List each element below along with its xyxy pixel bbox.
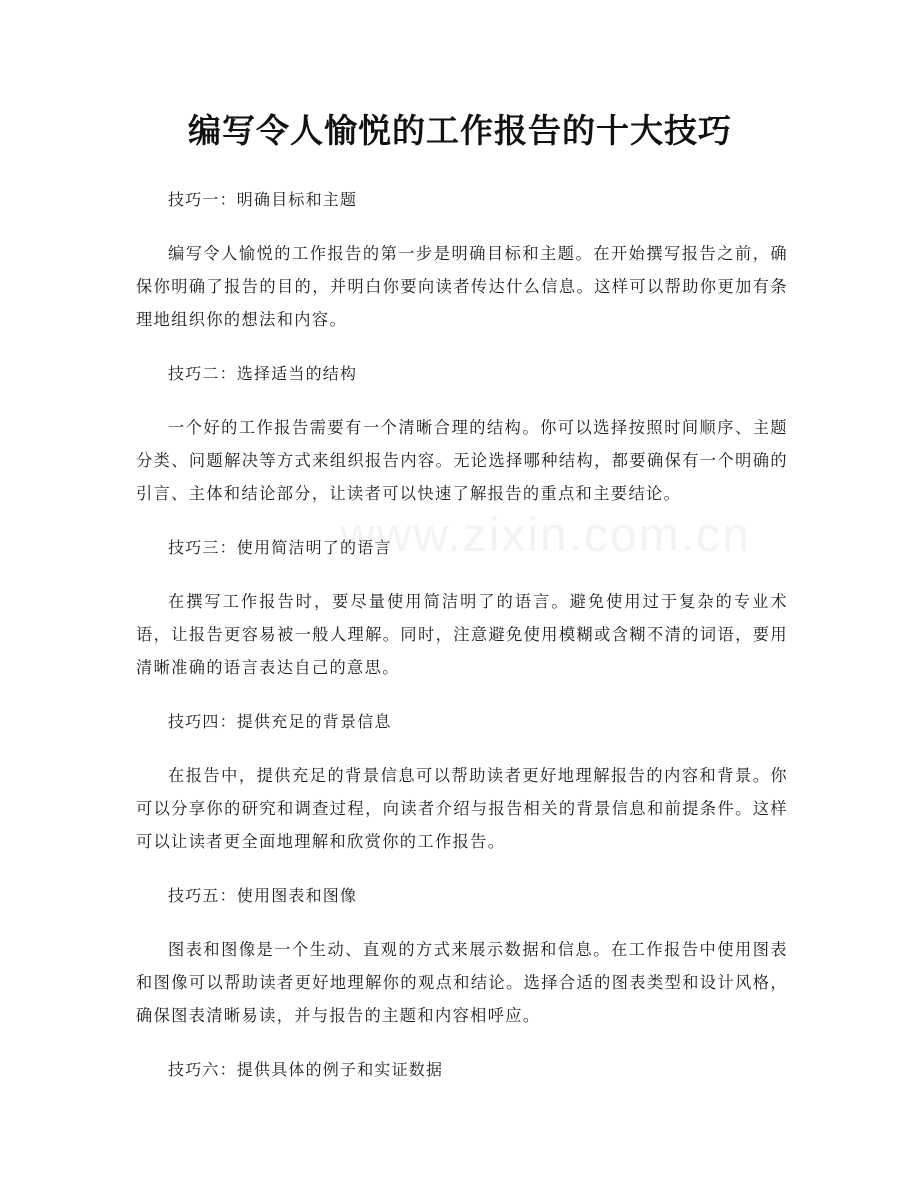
section-heading-4: 技巧四：提供充足的背景信息 [168, 712, 392, 731]
section-heading-1: 技巧一：明确目标和主题 [168, 190, 358, 209]
section-paragraph-4: 在报告中，提供充足的背景信息可以帮助读者更好地理解报告的内容和背景。你可以分享你的研究和调查过程，向读者介绍与报告相关的背景信息和前提条件。这样可以让读者更全面地理解和欣赏你的工作报告。 [136, 766, 788, 851]
document-title: 编写令人愉悦的工作报告的十大技巧 [188, 111, 732, 150]
section-heading-6: 技巧六：提供具体的例子和实证数据 [168, 1060, 444, 1079]
section-paragraph-3: 在撰写工作报告时，要尽量使用简洁明了的语言。避免使用过于复杂的专业术语，让报告更容易被一般人理解。同时，注意避免使用模糊或含糊不清的词语，要用清晰准确的语言表达自己的意思。 [136, 592, 788, 677]
watermark: www.zixin.com.cn [340, 509, 751, 562]
section-paragraph-5: 图表和图像是一个生动、直观的方式来展示数据和信息。在工作报告中使用图表和图像可以帮助读者更好地理解你的观点和结论。选择合适的图表类型和设计风格，确保图表清晰易读，并与报告的主题和内容相呼应。 [136, 940, 788, 1025]
section-heading-2: 技巧二：选择适当的结构 [168, 364, 358, 383]
section-heading-3: 技巧三：使用简洁明了的语言 [168, 538, 392, 557]
document-body [136, 183, 788, 1086]
section-paragraph-1: 编写令人愉悦的工作报告的第一步是明确目标和主题。在开始撰写报告之前，确保你明确了报告的目的，并明白你要向读者传达什么信息。这样可以帮助你更加有条理地组织你的想法和内容。 [136, 244, 788, 329]
section-paragraph-2: 一个好的工作报告需要有一个清晰合理的结构。你可以选择按照时间顺序、主题分类、问题解决等方式来组织报告内容。无论选择哪种结构，都要确保有一个明确的引言、主体和结论部分，让读者可以快速了解报告的重点和主要结论。 [136, 418, 788, 503]
section-heading-5: 技巧五：使用图表和图像 [168, 886, 358, 905]
